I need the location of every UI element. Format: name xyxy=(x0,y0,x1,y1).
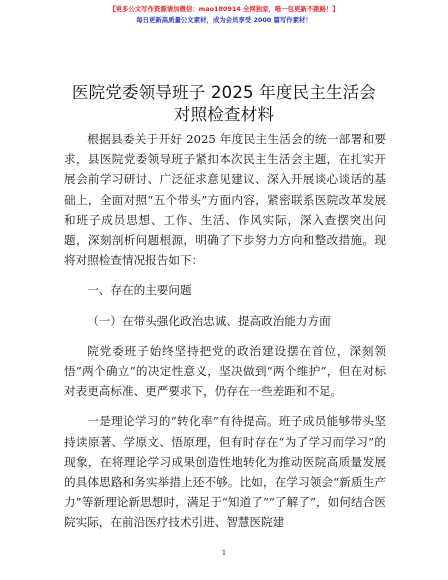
promo-banner-line-1: 【更多公文写作资源请加微信：mao180914 全网独家，唯一包更新不跑路！】 xyxy=(109,5,339,13)
sub-heading: （一）在带头强化政治忠诚、提高政治能力方面 xyxy=(87,313,331,328)
document-body xyxy=(64,129,386,533)
body-paragraph: 院党委班子始终坚持把党的政治建设摆在首位，深刻领悟“两个确立”的决定性意义，坚决做到“两个维护”，但在对标对表更高标准、更严要求下，仍存在一些差距和不足。 xyxy=(64,343,386,399)
section-heading: 一、存在的主要问题 xyxy=(87,283,192,298)
intro-paragraph: 根据县委关于开好 2025 年度民主生活会的统一部署和要求，县医院党委领导班子紧扣本次民主生活会主题，在扎实开展会前学习研讨、广泛征求意见建议、深入开展谈心谈话的基础上，全面对照“五个带头”方面内容，紧密联系医院改革发展和班子成员思想、工作、生活、作风实际，深入查摆突出问题，深刻剖析问题根源，明确了下步努力方向和整改措施。现将对照检查情况报告如下： xyxy=(64,132,386,268)
promo-banner-line-2: 每日更新高质量公文素材，成为会员享受 2000 篇写作素材！ xyxy=(136,16,312,24)
page-number: 1 xyxy=(221,548,227,557)
body-paragraph: 一是理论学习的“转化率”有待提高。班子成员能够带头坚持读原著、学原文、悟原理，但有时存在“为了学习而学习”的现象，在将理论学习成果创造性地转化为推动医院高质量发展的具体思路和务实举措上还不够。比如，在学习领会“新质生产力”等新理论新思想时，满足于“知道了”“了解了”，如何结合医院实际，在前沿医疗技术引进、智慧医院建 xyxy=(64,414,386,530)
document-title: 医院党委领导班子 2025 年度民主生活会对照检查材料 xyxy=(71,83,377,124)
